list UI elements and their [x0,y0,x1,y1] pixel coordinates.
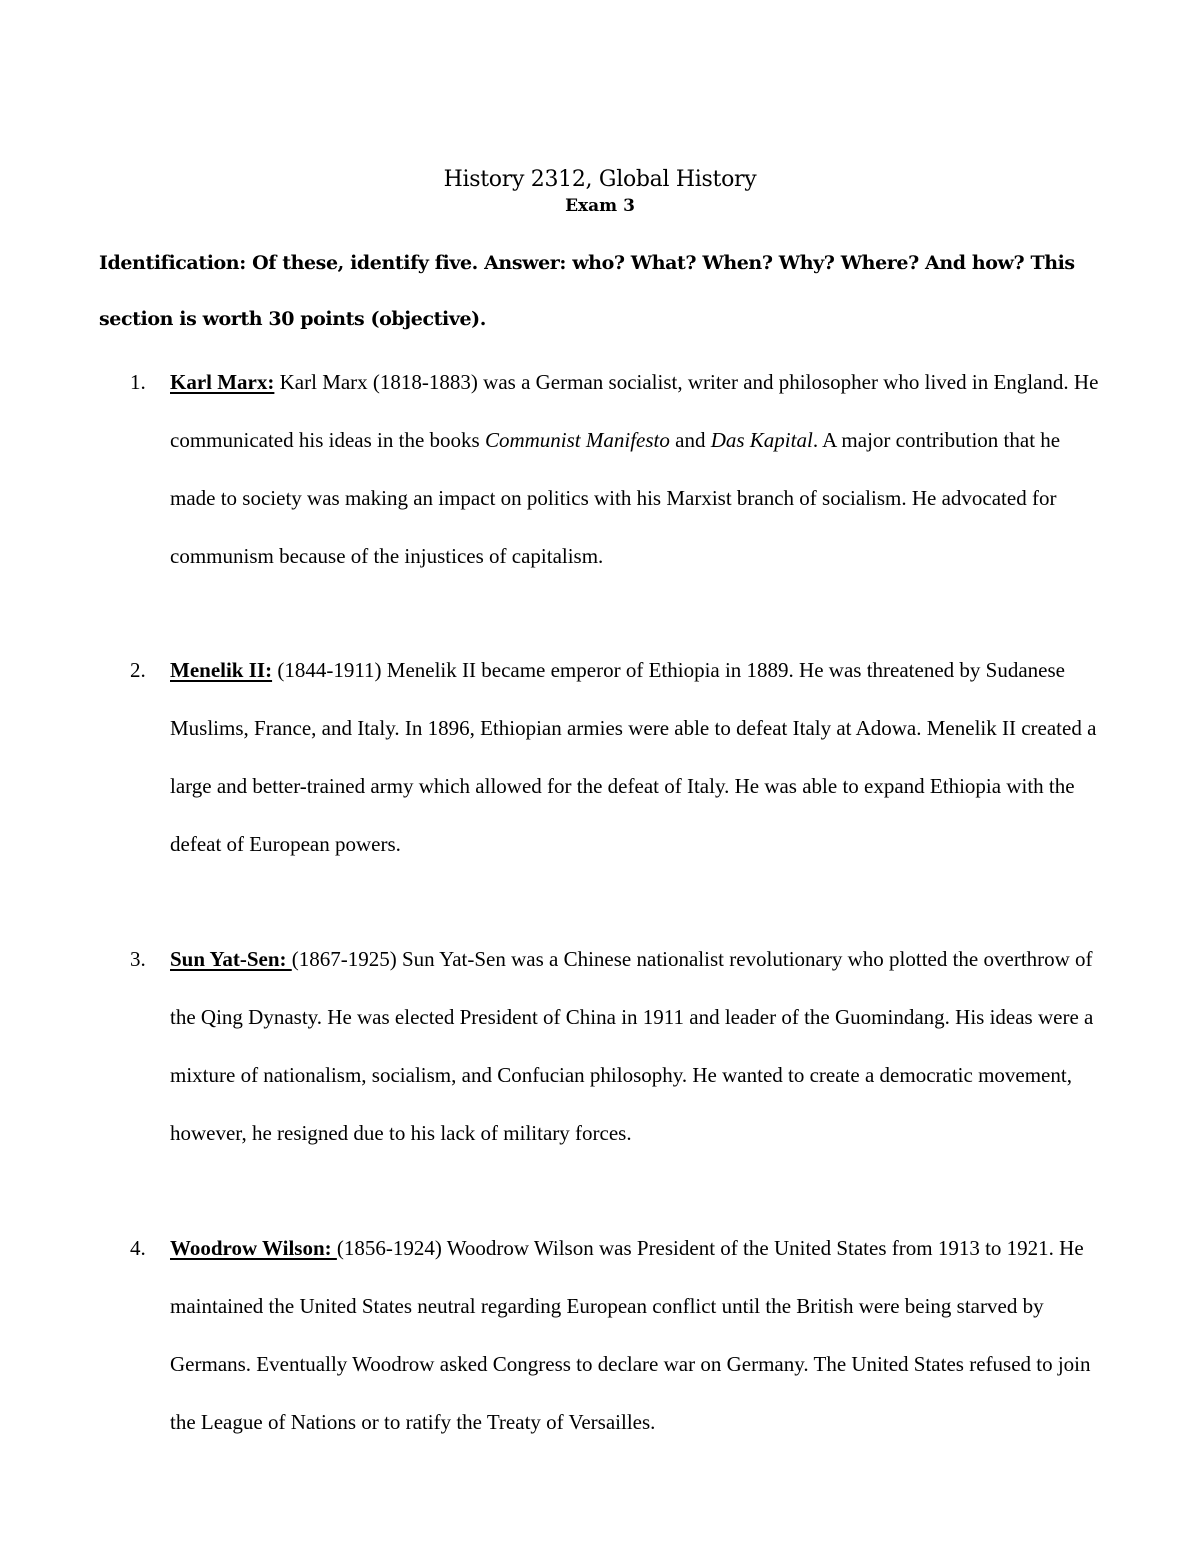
instructions-label: Identification: [99,252,246,274]
book-title: Das Kapital [710,428,813,452]
list-item [130,930,1110,1162]
list-item-name: Karl Marx: [170,370,275,394]
list-item-text: (1844-1911) Menelik II became emperor of Ethiopia in 1889. He was threatened by Sudanese Muslims, France, and Italy. In 1896, Ethiopian armies were able to defeat Italy at Adowa. Menelik II created a large and better-trained army which allowed for the defeat of Italy. He was able to expand Ethiopia with the defeat of European powers. [170,658,1097,856]
list-item-name: Menelik II: [170,658,273,682]
book-title: Communist Manifesto [484,428,670,452]
list-item-body [170,353,1110,585]
list-item-number: 1. [130,370,146,394]
list-item-text: (1856-1924) Woodrow Wilson was President of the United States from 1913 to 1921. He maintained the United States neutral regarding European conflict until the British were being starved by Germans. Eventually Woodrow asked Congress to declare war on Germany. The United States refused to join the League of Nations or to ratify the Treaty of Versailles. [170,1236,1091,1434]
list-item-body [170,1219,1110,1451]
list-item-body [170,641,1110,873]
list-item-text: and [669,428,711,452]
list-item-number: 3. [130,947,146,971]
instructions-text: Of these, identify five. Answer: who? What? When? Why? Where? And how? This section is worth 30 points (objective). [99,252,1075,330]
list-item-number: 4. [130,1236,146,1260]
document-title: History 2312, Global History [443,167,757,192]
list-item [130,641,1110,873]
list-item-name: Woodrow Wilson: [170,1236,337,1260]
list-item [130,353,1110,585]
list-item [130,1219,1110,1451]
list-item-name: Sun Yat-Sen: [170,947,292,971]
list-item-text: Karl Marx (1818-1883) was a German socialist, writer and philosopher who lived in England. He communicated his ideas in the books [170,370,1099,452]
list-item-number: 2. [130,658,146,682]
list-item-text: . A major contribution that he made to society was making an impact on politics with his Marxist branch of socialism. He advocated for communism because of the injustices of capitalism. [170,428,1061,568]
instructions-paragraph [99,235,1109,347]
list-item-body [170,930,1110,1162]
list-item-text: (1867-1925) Sun Yat-Sen was a Chinese nationalist revolutionary who plotted the overthrow of the Qing Dynasty. He was elected President of China in 1911 and leader of the Guomindang. His ideas were a mixture of nationalism, socialism, and Confucian philosophy. He wanted to create a democratic movement, however, he resigned due to his lack of military forces. [170,947,1094,1145]
document-subtitle: Exam 3 [565,196,635,216]
